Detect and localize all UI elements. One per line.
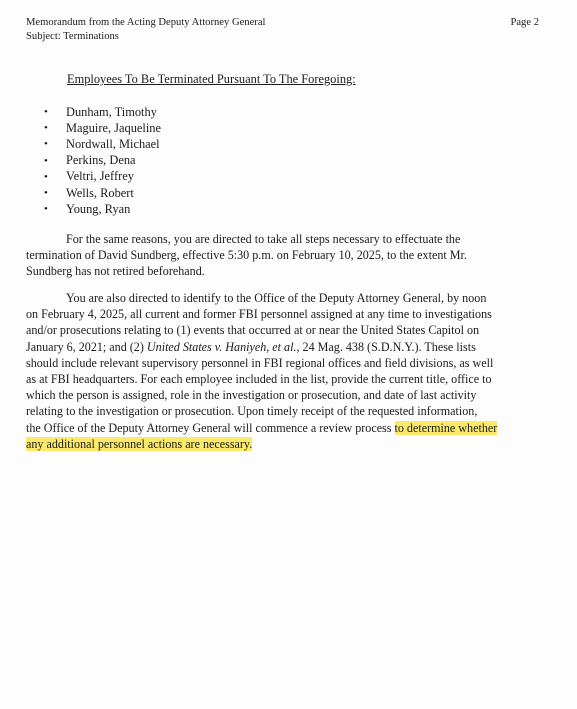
paragraph-line: You are also directed to identify to the Office of the Deputy Attorney General, by noon xyxy=(66,291,487,305)
paragraph-line: the Office of the Deputy Attorney General will commence a review process to determine whether xyxy=(26,420,498,435)
page-number: Page 2 xyxy=(510,17,539,28)
employee-name: Young, Ryan xyxy=(66,201,131,216)
employee-name: Dunham, Timothy xyxy=(66,104,157,119)
employee-name: Maguire, Jaqueline xyxy=(66,120,161,135)
paragraph-line: Sundberg has not retired beforehand. xyxy=(26,264,205,279)
paragraph-line xyxy=(26,436,554,452)
case-citation: United States v. Haniyeh, et al. xyxy=(146,339,297,354)
memo-subject: Subject: Terminations xyxy=(26,31,119,42)
bullet-icon: • xyxy=(44,138,48,151)
paragraph-line: relating to the investigation or prosecution. Upon timely receipt of the requested information, xyxy=(26,404,478,419)
employee-name: Veltri, Jeffrey xyxy=(66,169,134,184)
paragraph-line: and/or prosecutions relating to (1) events that occurred at or near the United States Capitol on xyxy=(26,323,480,338)
list-item xyxy=(44,185,161,201)
paragraph-line: as at FBI headquarters. For each employee included in the list, provide the current title, office to xyxy=(26,372,492,387)
bullet-icon: • xyxy=(44,187,48,200)
bullet-icon: • xyxy=(44,203,48,216)
paragraph-termination xyxy=(26,231,554,280)
paragraph-line: on February 4, 2025, all current and former FBI personnel assigned at any time to investigations xyxy=(26,307,492,322)
list-item xyxy=(44,120,161,136)
bullet-icon: • xyxy=(44,106,48,119)
employee-name: Perkins, Dena xyxy=(66,153,136,168)
employee-list xyxy=(44,104,161,217)
list-item xyxy=(44,201,161,217)
memo-title: Memorandum from the Acting Deputy Attorney General xyxy=(26,17,266,28)
paragraph-line: For the same reasons, you are directed to take all steps necessary to effectuate the xyxy=(66,232,461,246)
paragraph-line: which the person is assigned, role in the investigation or prosecution, and date of last activity xyxy=(26,388,477,403)
bullet-icon: • xyxy=(44,122,48,135)
list-item xyxy=(44,153,161,169)
paragraph-identification xyxy=(26,290,554,452)
paragraph-line: January 6, 2021; and (2) United States v. Haniyeh, et al., 24 Mag. 438 (S.D.N.Y.). These lists xyxy=(26,339,476,354)
highlighted-text: any additional personnel actions are necessary. xyxy=(26,436,253,451)
paragraph-line: termination of David Sundberg, effective 5:30 p.m. on February 10, 2025, to the extent Mr. xyxy=(26,248,467,263)
bullet-icon: • xyxy=(44,154,48,167)
employee-name: Nordwall, Michael xyxy=(66,136,160,151)
list-item xyxy=(44,136,161,152)
highlighted-text: to determine whether xyxy=(394,420,498,435)
memo-header xyxy=(26,16,265,44)
list-item xyxy=(44,104,161,120)
paragraph-line: should include relevant supervisory personnel in FBI regional offices and field divisions, as well xyxy=(26,355,494,370)
section-heading: Employees To Be Terminated Pursuant To The Foregoing: xyxy=(67,72,356,86)
employee-name: Wells, Robert xyxy=(66,185,134,200)
list-item xyxy=(44,169,161,185)
bullet-icon: • xyxy=(44,170,48,183)
